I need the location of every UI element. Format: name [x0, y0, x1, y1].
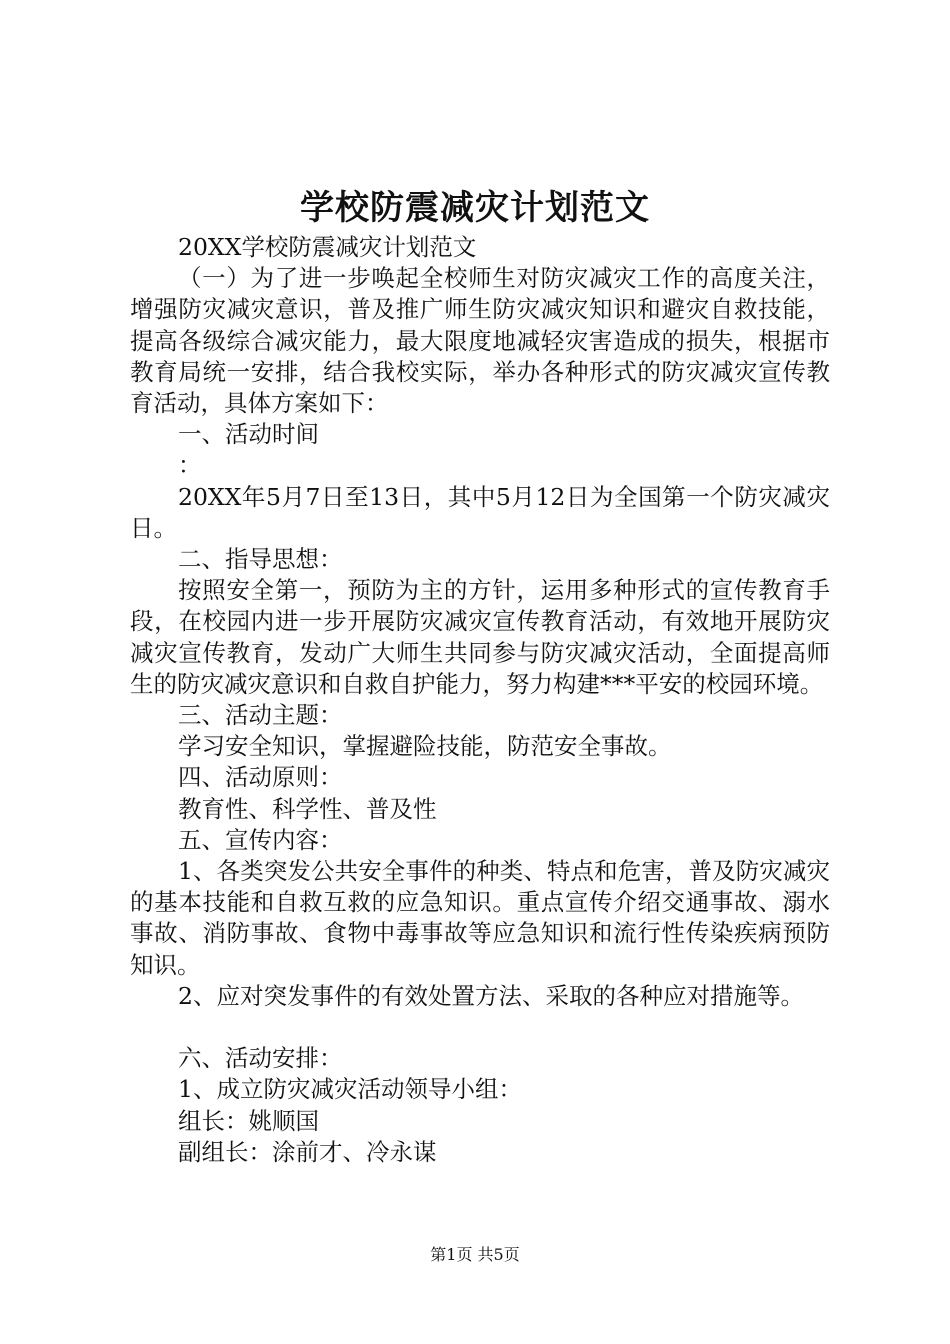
- section-time-colon: ：: [178, 451, 202, 480]
- section-time-text: 20XX年5月7日至13日，其中5月12日为全国第一个防灾减灾日。: [130, 482, 830, 542]
- document-title: 学校防震减灾计划范文: [300, 188, 650, 228]
- section-heading-guidance: 二、指导思想：: [178, 545, 343, 574]
- section-heading-content: 五、宣传内容：: [178, 825, 343, 854]
- section-heading-theme: 三、活动主题：: [178, 701, 343, 730]
- group-deputy-leader: 副组长：涂前才、冷永谋: [178, 1137, 437, 1166]
- section-theme-text: 学习安全知识，掌握避险技能，防范安全事故。: [178, 732, 672, 761]
- section-arrangement-item-1: 1、成立防灾减灾活动领导小组：: [178, 1075, 522, 1104]
- page-number-footer: 第1页 共5页: [430, 1245, 520, 1264]
- section-principles-text: 教育性、科学性、普及性: [178, 794, 437, 823]
- group-leader: 组长：姚顺国: [178, 1106, 319, 1135]
- intro-paragraph: （一）为了进一步唤起全校师生对防灾减灾工作的高度关注，增强防灾减灾意识，普及推广师生防灾减灾知识和避灾自救技能，提高各级综合减灾能力，最大限度地减轻灾害造成的损失，根据市教育局统一安排，结合我校实际，举办各种形式的防灾减灾宣传教育活动，具体方案如下：: [130, 264, 830, 418]
- section-content-item-1: 1、各类突发公共安全事件的种类、特点和危害，普及防灾减灾的基本技能和自救互救的应急知识。重点宣传介绍交通事故、溺水事故、消防事故、食物中毒事故等应急知识和流行性传染疾病预防知识。: [130, 857, 830, 979]
- subtitle: 20XX学校防震减灾计划范文: [178, 233, 477, 261]
- section-heading-arrangement: 六、活动安排：: [178, 1044, 343, 1073]
- section-guidance-text: 按照安全第一，预防为主的方针，运用多种形式的宣传教育手段，在校园内进一步开展防灾减灾宣传教育活动，有效地开展防灾减灾宣传教育，发动广大师生共同参与防灾减灾活动，全面提高师生的防灾减灾意识和自救自护能力，努力构建***平安的校园环境。: [130, 576, 830, 698]
- blank-line: [130, 1012, 830, 1043]
- document-body: [130, 232, 830, 1168]
- section-content-item-2: 2、应对突发事件的有效处置方法、采取的各种应对措施等。: [178, 981, 804, 1010]
- section-heading-time: 一、活动时间: [178, 420, 319, 449]
- section-heading-principles: 四、活动原则：: [178, 763, 343, 792]
